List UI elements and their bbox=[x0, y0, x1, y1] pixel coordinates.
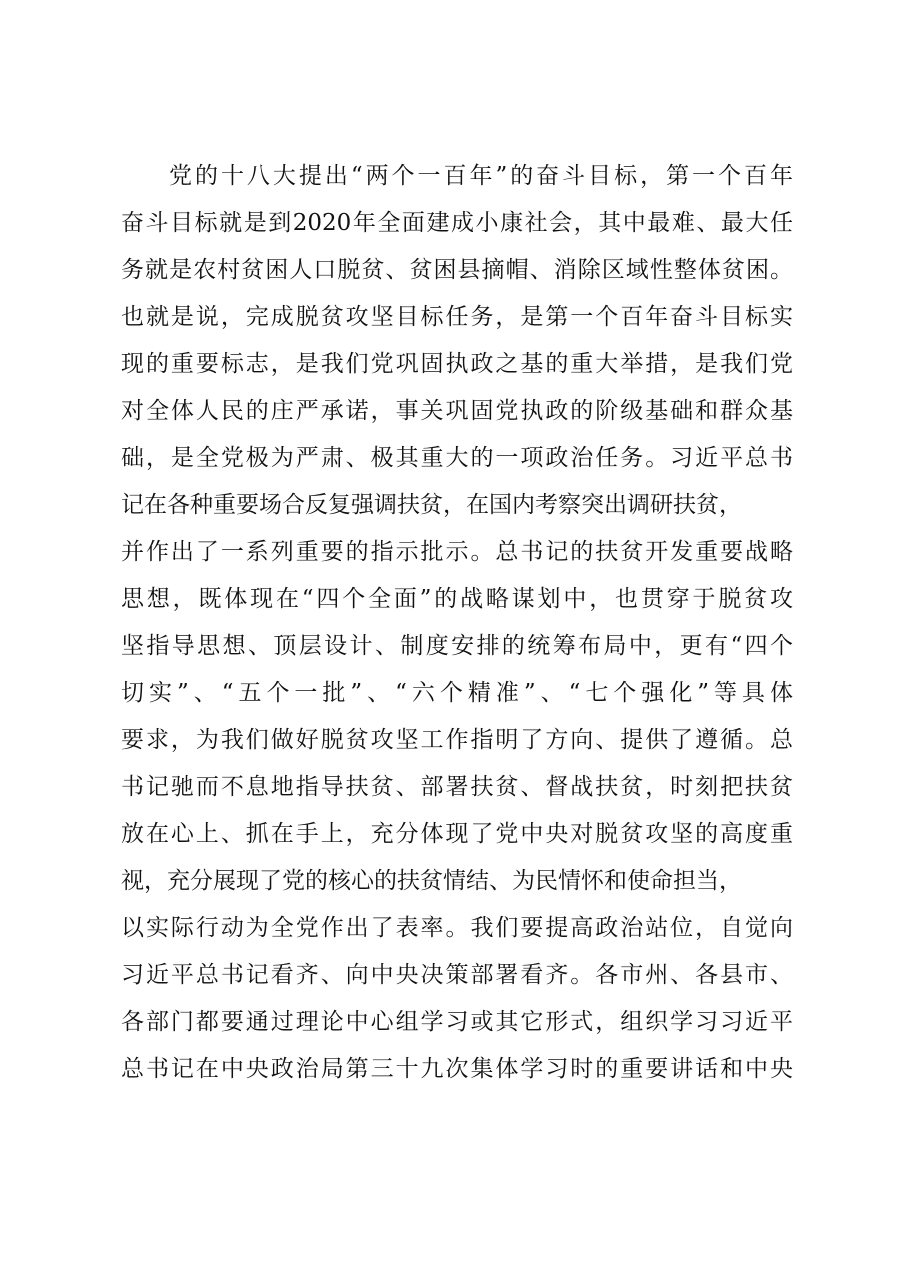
text-line: 视，充分展现了党的核心的扶贫情结、为民情怀和使命担当， bbox=[121, 868, 742, 894]
text-line: 坚指导思想、顶层设计、制度安排的统筹布局中，更有“四个 bbox=[121, 633, 793, 659]
text-line: 切实”、“五个一批”、“六个精准”、“七个强化”等具体 bbox=[121, 680, 793, 706]
text-line: 奋斗目标就是到2020年全面建成小康社会，其中最难、最大任 bbox=[121, 210, 793, 236]
text-line: 放在心上、抓在手上，充分体现了党中央对脱贫攻坚的高度重 bbox=[121, 821, 793, 847]
text-line: 对全体人民的庄严承诺，事关巩固党执政的阶级基础和群众基 bbox=[121, 398, 793, 424]
text-line: 书记驰而不息地指导扶贫、部署扶贫、督战扶贫，时刻把扶贫 bbox=[121, 774, 793, 800]
text-line: 础，是全党极为严肃、极其重大的一项政治任务。习近平总书 bbox=[121, 445, 793, 471]
text-line: 记在各种重要场合反复强调扶贫，在国内考察突出调研扶贫， bbox=[121, 492, 742, 518]
text-line: 也就是说，完成脱贫攻坚目标任务，是第一个百年奋斗目标实 bbox=[121, 304, 793, 330]
text-line: 各部门都要通过理论中心组学习或其它形式，组织学习习近平 bbox=[121, 1009, 793, 1035]
text-line: 并作出了一系列重要的指示批示。总书记的扶贫开发重要战略 bbox=[121, 539, 793, 565]
text-line: 总书记在中央政治局第三十九次集体学习时的重要讲话和中央 bbox=[121, 1056, 793, 1082]
text-line: 党的十八大提出“两个一百年”的奋斗目标，第一个百年 bbox=[169, 163, 793, 189]
text-line: 要求，为我们做好脱贫攻坚工作指明了方向、提供了遵循。总 bbox=[121, 727, 793, 753]
text-line: 思想，既体现在“四个全面”的战略谋划中，也贯穿于脱贫攻 bbox=[121, 586, 793, 612]
text-line: 以实际行动为全党作出了表率。我们要提高政治站位，自觉向 bbox=[121, 915, 793, 941]
text-line: 务就是农村贫困人口脱贫、贫困县摘帽、消除区域性整体贫困。 bbox=[121, 257, 793, 283]
text-line: 现的重要标志，是我们党巩固执政之基的重大举措，是我们党 bbox=[121, 351, 793, 377]
text-line: 习近平总书记看齐、向中央决策部署看齐。各市州、各县市、 bbox=[121, 962, 793, 988]
